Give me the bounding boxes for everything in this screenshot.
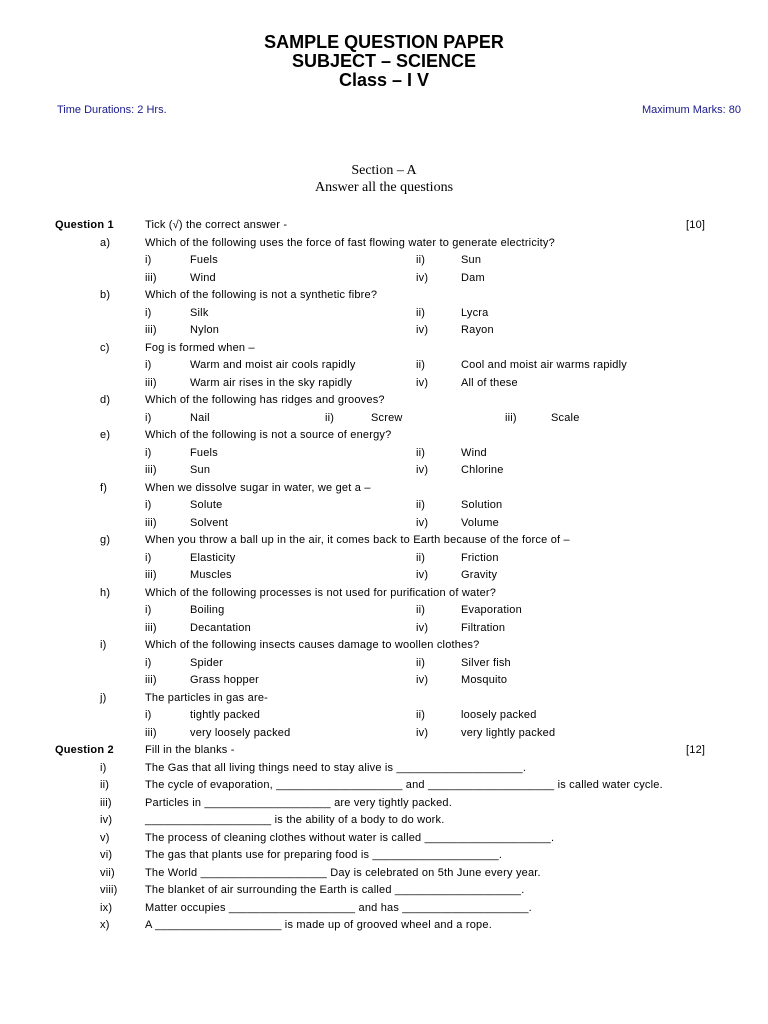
sub-question-letter: h) <box>100 586 111 599</box>
section-instruction: Answer all the questions <box>314 180 454 195</box>
option-number: iii) <box>145 376 157 389</box>
option-text: Boiling <box>190 604 225 616</box>
option-text: Sun <box>190 464 211 476</box>
question-row <box>0 884 768 902</box>
blank-number: x) <box>100 919 110 931</box>
option-number: i) <box>145 551 152 564</box>
option-number: iv) <box>416 324 429 336</box>
sub-question-text: When you throw a ball up in the air, it comes back to Earth because of the force of – <box>145 534 570 546</box>
sub-question-text: Which of the following is not a source of energy? <box>145 429 392 441</box>
sub-question-letter: c) <box>100 341 110 354</box>
blank-sentence: Matter occupies ____________________ and has ____________________. <box>145 901 532 914</box>
option-number: iii) <box>145 271 157 284</box>
option-number: iii) <box>145 569 157 581</box>
question-row <box>0 622 768 640</box>
question-row <box>0 674 768 692</box>
blank-number: i) <box>100 761 107 774</box>
option-number: ii) <box>416 254 426 266</box>
option-number: i) <box>145 306 152 319</box>
question-row <box>0 692 768 710</box>
option-text: Nail <box>190 411 210 424</box>
option-number: i) <box>145 254 152 266</box>
option-number: ii) <box>416 604 426 616</box>
option-number: ii) <box>416 306 426 319</box>
sub-question-letter: j) <box>100 691 107 704</box>
blank-sentence: The gas that plants use for preparing food is ____________________. <box>145 849 503 861</box>
option-number: i) <box>145 499 152 511</box>
question-row <box>0 832 768 850</box>
question-row <box>0 254 768 272</box>
sub-question-text: Fog is formed when – <box>145 341 255 354</box>
sub-question-text: Which of the following insects causes damage to woollen clothes? <box>145 639 480 651</box>
option-text: Sun <box>461 254 482 266</box>
option-number: iii) <box>505 411 517 424</box>
question-row <box>0 867 768 885</box>
option-text: Muscles <box>190 569 232 581</box>
question-row <box>0 534 768 552</box>
sub-question-text: Which of the following is not a synthetic fibre? <box>145 289 378 301</box>
question-row <box>0 744 768 762</box>
question-row <box>0 394 768 412</box>
option-number: i) <box>145 411 152 424</box>
option-number: i) <box>145 709 152 721</box>
question-row <box>0 324 768 342</box>
option-number: iv) <box>416 376 429 389</box>
option-number: i) <box>145 446 152 459</box>
question-row <box>0 552 768 570</box>
question-marks: [10] <box>686 219 706 231</box>
option-text: Decantation <box>190 621 251 634</box>
sub-question-letter: b) <box>100 289 111 301</box>
option-text: loosely packed <box>461 709 537 721</box>
option-text: Lycra <box>461 306 489 319</box>
question-row <box>0 429 768 447</box>
option-number: iv) <box>416 674 429 686</box>
option-text: Silk <box>190 306 209 319</box>
blank-sentence: The Gas that all living things need to stay alive is ____________________. <box>145 761 527 774</box>
blank-number: ii) <box>100 779 110 791</box>
question-row <box>0 482 768 500</box>
blank-sentence: ____________________ is the ability of a body to do work. <box>145 814 445 826</box>
option-text: Spider <box>190 656 223 669</box>
option-text: Warm and moist air cools rapidly <box>190 359 356 371</box>
question-row <box>0 289 768 307</box>
question-row <box>0 902 768 920</box>
option-number: ii) <box>416 446 426 459</box>
option-text: Evaporation <box>461 604 522 616</box>
option-number: iv) <box>416 464 429 476</box>
option-text: Filtration <box>461 621 506 634</box>
option-text: Friction <box>461 551 499 564</box>
maximum-marks: Maximum Marks: 80 <box>641 104 741 116</box>
sub-question-text: Which of the following uses the force of fast flowing water to generate electricity? <box>145 236 555 249</box>
question-row <box>0 219 768 237</box>
question-row <box>0 272 768 290</box>
sub-question-letter: g) <box>100 534 111 546</box>
question-row <box>0 727 768 745</box>
blank-sentence: The World ____________________ Day is celebrated on 5th June every year. <box>145 866 541 879</box>
question-row <box>0 849 768 867</box>
option-number: iv) <box>416 726 429 739</box>
option-text: Elasticity <box>190 551 236 564</box>
title-line-3: Class – I V <box>338 70 430 90</box>
option-number: iii) <box>145 621 157 634</box>
question-number: Question 1 <box>55 219 114 231</box>
sub-question-letter: a) <box>100 236 111 249</box>
question-row <box>0 639 768 657</box>
question-row <box>0 657 768 675</box>
question-row <box>0 587 768 605</box>
title-line-1: SAMPLE QUESTION PAPER <box>264 32 504 52</box>
option-number: iv) <box>416 516 429 529</box>
option-number: iii) <box>145 674 157 686</box>
option-text: Rayon <box>461 324 494 336</box>
question-row <box>0 919 768 937</box>
question-row <box>0 499 768 517</box>
sub-question-text: Which of the following has ridges and grooves? <box>145 394 385 406</box>
option-text: Solution <box>461 499 503 511</box>
option-number: ii) <box>416 656 426 669</box>
option-text: very lightly packed <box>461 726 556 739</box>
option-number: iv) <box>416 621 429 634</box>
option-text: Dam <box>461 271 485 284</box>
option-number: iv) <box>416 271 429 284</box>
question-marks: [12] <box>686 744 706 756</box>
option-number: ii) <box>416 709 426 721</box>
sub-question-text: Which of the following processes is not used for purification of water? <box>145 586 497 599</box>
blank-number: vii) <box>100 866 115 879</box>
option-text: very loosely packed <box>190 726 291 739</box>
sub-question-letter: d) <box>100 394 111 406</box>
sub-question-letter: f) <box>100 481 108 494</box>
blank-number: iii) <box>100 796 112 809</box>
option-number: i) <box>145 656 152 669</box>
sub-question-letter: e) <box>100 429 111 441</box>
question-row <box>0 377 768 395</box>
question-row <box>0 762 768 780</box>
option-number: iii) <box>145 516 157 529</box>
blank-sentence: The blanket of air surrounding the Earth is called ____________________. <box>145 884 525 896</box>
option-text: Solvent <box>190 516 229 529</box>
option-text: Nylon <box>190 324 220 336</box>
question-row <box>0 342 768 360</box>
option-number: i) <box>145 359 152 371</box>
option-text: Wind <box>461 446 487 459</box>
question-row <box>0 814 768 832</box>
option-text: Cool and moist air warms rapidly <box>461 359 627 371</box>
question-row <box>0 604 768 622</box>
option-text: Solute <box>190 499 223 511</box>
question-row <box>0 447 768 465</box>
blank-number: v) <box>100 831 110 844</box>
blank-sentence: A ____________________ is made up of grooved wheel and a rope. <box>145 919 492 931</box>
option-number: iv) <box>416 569 429 581</box>
blank-number: ix) <box>100 901 113 914</box>
blank-sentence: Particles in ____________________ are very tightly packed. <box>145 796 452 809</box>
option-text: Mosquito <box>461 674 508 686</box>
option-text: Warm air rises in the sky rapidly <box>190 376 353 389</box>
question-row <box>0 779 768 797</box>
option-text: Volume <box>461 516 499 529</box>
option-text: All of these <box>461 376 518 389</box>
option-number: iii) <box>145 324 157 336</box>
question-row <box>0 464 768 482</box>
option-text: Grass hopper <box>190 674 260 686</box>
option-text: Fuels <box>190 254 218 266</box>
question-row <box>0 307 768 325</box>
question-number: Question 2 <box>55 744 114 756</box>
option-text: Gravity <box>461 569 498 581</box>
question-row <box>0 412 768 430</box>
question-row <box>0 517 768 535</box>
time-duration: Time Durations: 2 Hrs. <box>57 104 167 116</box>
option-text: Wind <box>190 271 216 284</box>
blank-sentence: The process of cleaning clothes without water is called ____________________. <box>145 831 555 844</box>
question-row <box>0 569 768 587</box>
question-row <box>0 709 768 727</box>
blank-number: viii) <box>100 884 118 896</box>
sub-question-letter: i) <box>100 639 107 651</box>
option-text: Silver fish <box>461 656 511 669</box>
section-heading: Section – A <box>351 163 417 178</box>
option-text: Scale <box>551 411 580 424</box>
question-row <box>0 237 768 255</box>
question-row <box>0 797 768 815</box>
option-text: Screw <box>371 411 403 424</box>
blank-number: vi) <box>100 849 113 861</box>
blank-number: iv) <box>100 814 113 826</box>
sub-question-text: When we dissolve sugar in water, we get a – <box>145 481 371 494</box>
sub-question-text: The particles in gas are- <box>145 691 268 704</box>
option-number: ii) <box>325 411 335 424</box>
option-number: iii) <box>145 464 157 476</box>
option-number: iii) <box>145 726 157 739</box>
option-number: i) <box>145 604 152 616</box>
option-number: ii) <box>416 359 426 371</box>
option-text: tightly packed <box>190 709 261 721</box>
option-text: Fuels <box>190 446 218 459</box>
question-instruction: Tick (√) the correct answer - <box>145 219 288 231</box>
question-row <box>0 359 768 377</box>
question-instruction: Fill in the blanks - <box>145 744 235 756</box>
option-text: Chlorine <box>461 464 504 476</box>
option-number: ii) <box>416 499 426 511</box>
option-number: ii) <box>416 551 426 564</box>
blank-sentence: The cycle of evaporation, ____________________ and ____________________ is called water cycle. <box>145 779 663 791</box>
title-line-2: SUBJECT – SCIENCE <box>291 51 477 71</box>
